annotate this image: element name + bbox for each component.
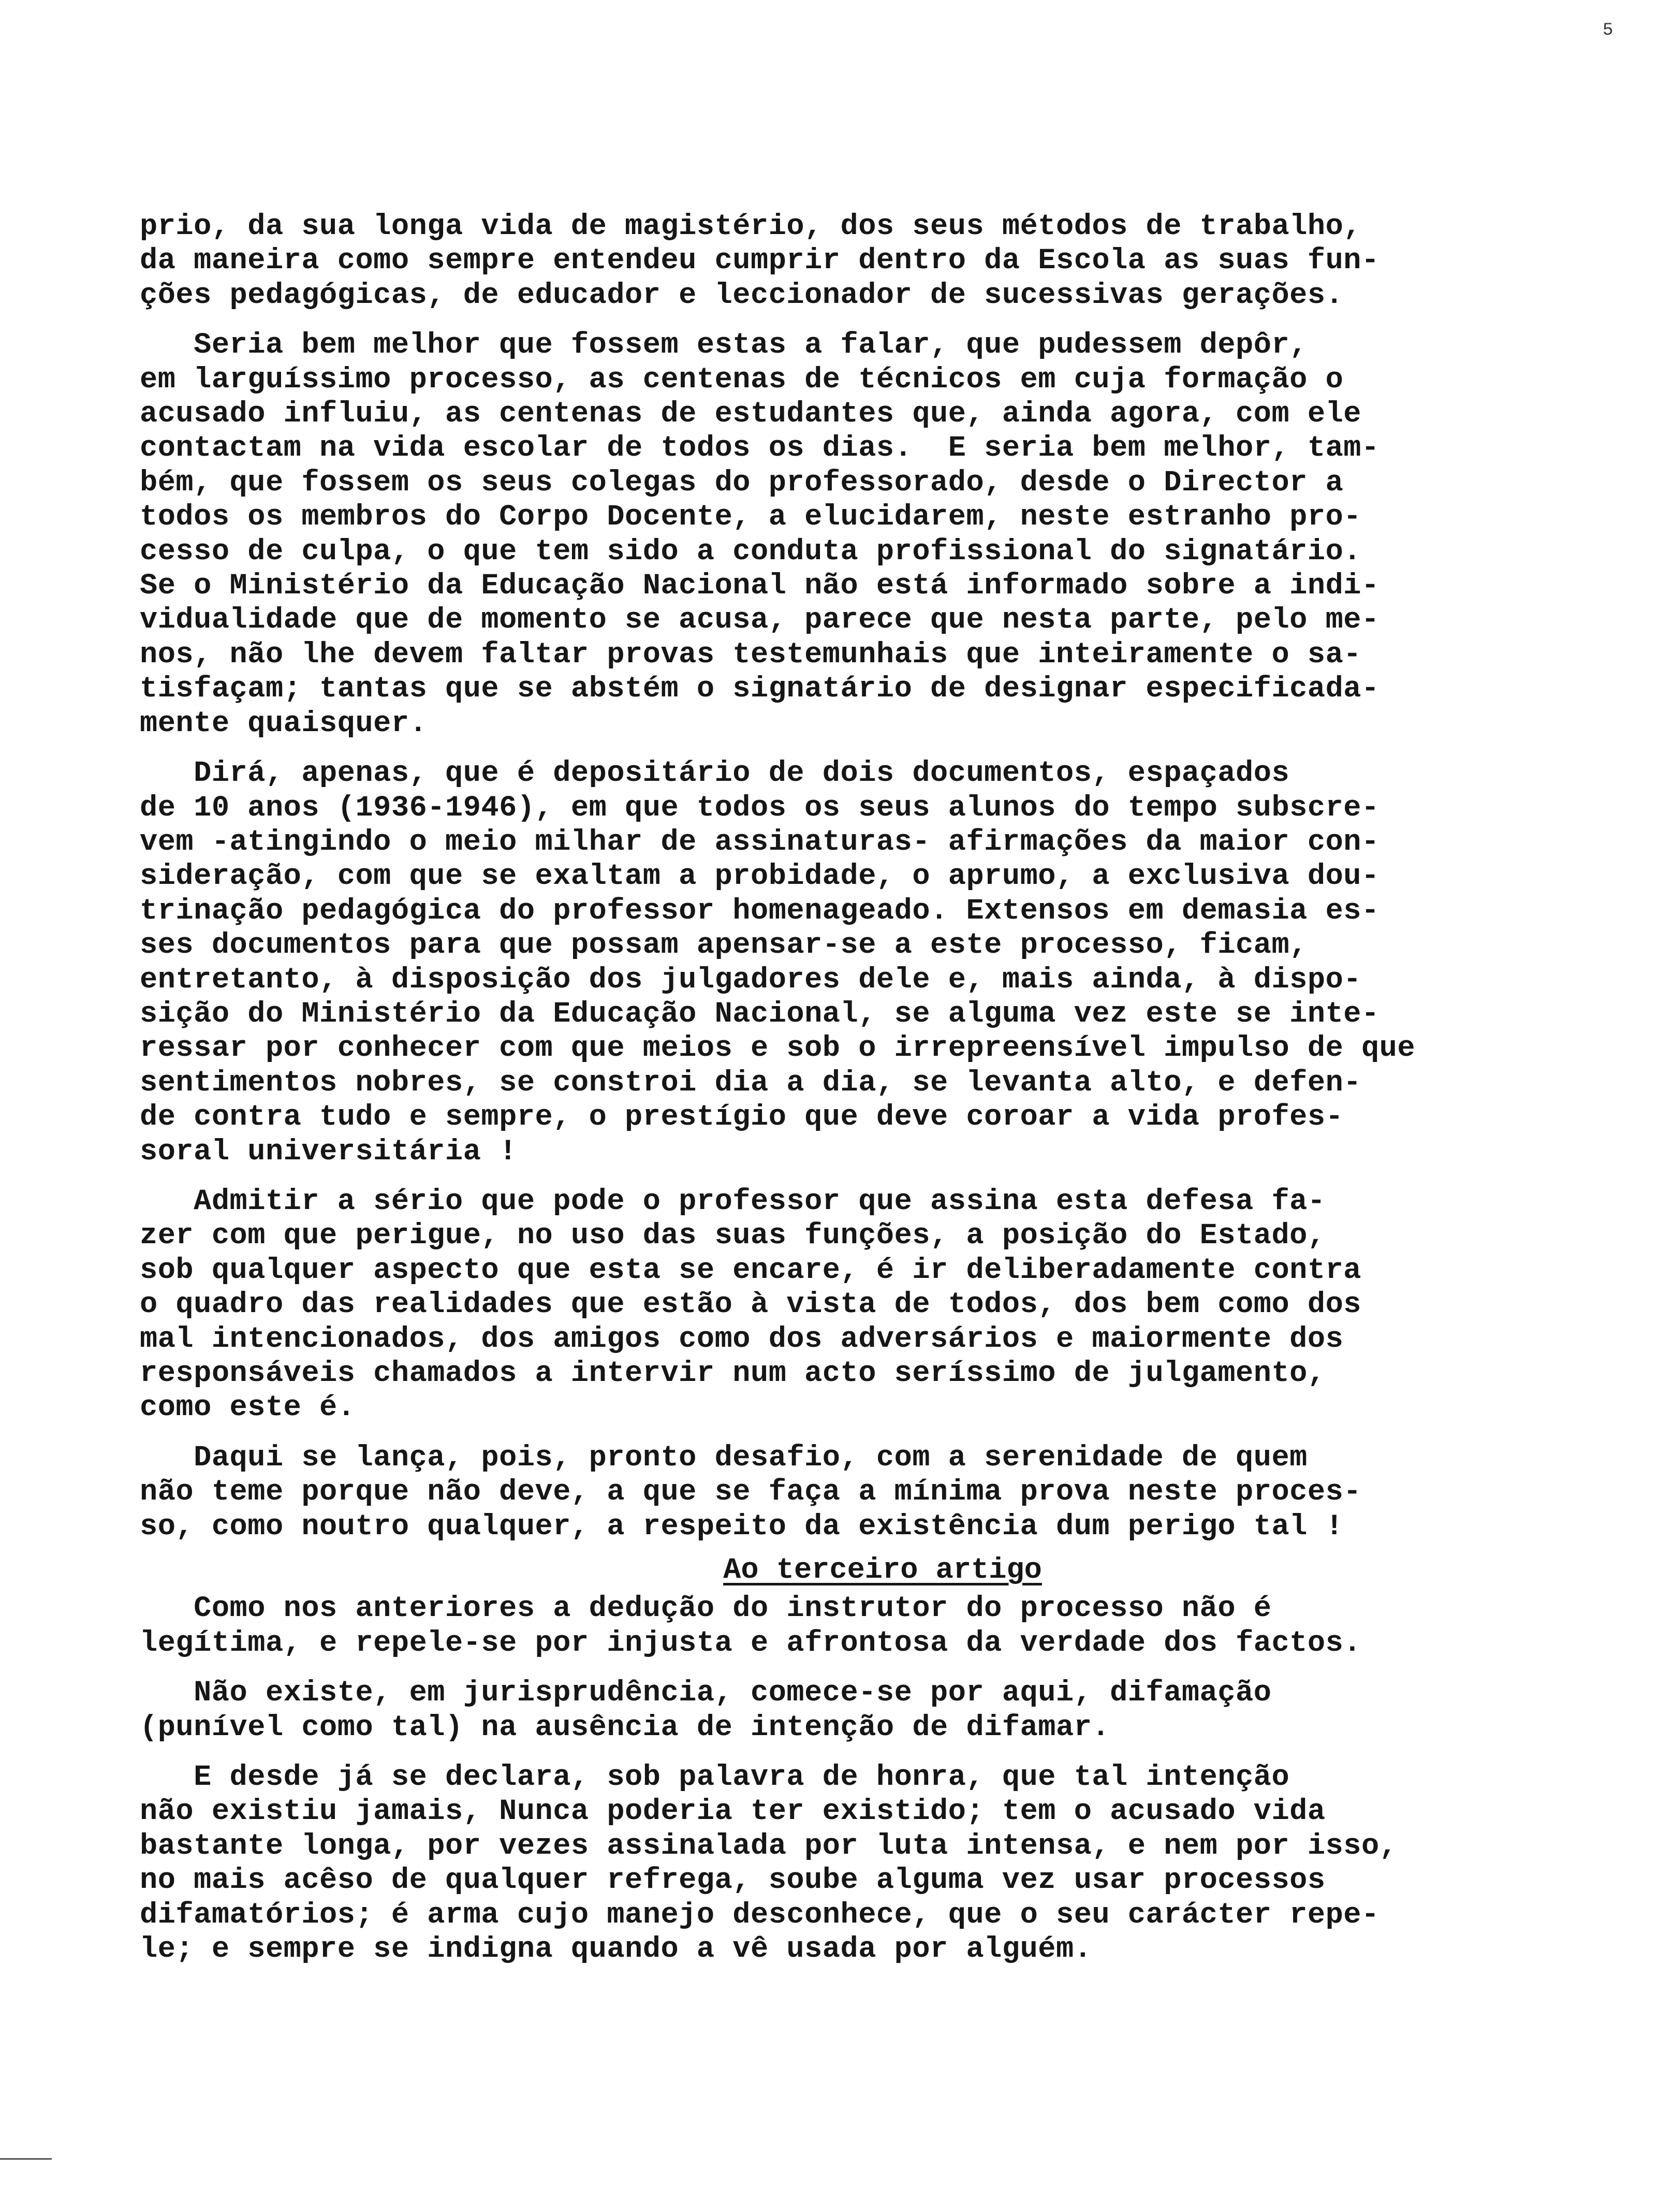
text-line: da maneira como sempre entendeu cumprir dentro da Escola as suas fun- — [140, 244, 1380, 278]
text-line: acusado influiu, as centenas de estudantes que, ainda agora, com ele — [140, 398, 1361, 431]
text-line: nos, não lhe devem faltar provas testemunhais que inteiramente o sa- — [140, 638, 1361, 672]
text-line: ses documentos para que possam apensar-se a este processo, ficam, — [140, 929, 1308, 963]
text-line: ressar por conhecer com que meios e sob o irrepreensível impulso de que — [140, 1032, 1416, 1066]
text-line: ções pedagógicas, de educador e leccionador de sucessivas gerações. — [140, 279, 1344, 312]
text-line: Dirá, apenas, que é depositário de dois documentos, espaçados — [140, 757, 1290, 791]
text-line: como este é. — [140, 1391, 356, 1425]
paragraph-7 — [140, 1676, 1625, 1745]
text-line: vem -atingindo o meio milhar de assinaturas- afirmações da maior con- — [140, 825, 1380, 859]
text-line: bastante longa, por vezes assinalada por luta intensa, e nem por isso, — [140, 1829, 1398, 1863]
text-line: sob qualquer aspecto que esta se encare, é ir deliberadamente contra — [140, 1254, 1361, 1287]
text-line: Daqui se lança, pois, pronto desafio, com a serenidade de quem — [140, 1441, 1308, 1475]
paragraph-6 — [140, 1592, 1625, 1661]
text-line: não existiu jamais, Nunca poderia ter existido; tem o acusado vida — [140, 1795, 1326, 1829]
text-line: difamatórios; é arma cujo manejo desconhece, que o seu carácter repe- — [140, 1898, 1380, 1932]
text-line: contactam na vida escolar de todos os dias. E seria bem melhor, tam- — [140, 432, 1380, 465]
text-line: mente quaisquer. — [140, 707, 428, 740]
text-line: sição do Ministério da Educação Nacional, se alguma vez este se inte- — [140, 997, 1380, 1031]
text-line: entretanto, à disposição dos julgadores dele e, mais ainda, à dispo- — [140, 963, 1361, 997]
text-line: Seria bem melhor que fossem estas a falar, que pudessem depôr, — [140, 329, 1308, 362]
paragraph-5 — [140, 1441, 1625, 1544]
page-number: 5 — [1603, 21, 1613, 40]
text-line: Admitir a sério que pode o professor que assina esta defesa fa- — [140, 1185, 1326, 1218]
text-line: cesso de culpa, o que tem sido a conduta profissional do signatário. — [140, 535, 1361, 569]
text-line: sideração, com que se exaltam a probidade, o aprumo, a exclusiva dou- — [140, 860, 1380, 894]
text-line: de 10 anos (1936-1946), em que todos os seus alunos do tempo subscre- — [140, 791, 1380, 825]
document-body — [140, 210, 1625, 1967]
text-line: E desde já se declara, sob palavra de honra, que tal intenção — [140, 1761, 1290, 1795]
paragraph-3 — [140, 756, 1625, 1169]
text-line: mal intencionados, dos amigos como dos adversários e maiormente dos — [140, 1322, 1344, 1356]
paragraph-2 — [140, 328, 1625, 741]
text-line: em larguíssimo processo, as centenas de técnicos em cuja formação o — [140, 363, 1344, 397]
text-line: bém, que fossem os seus colegas do professorado, desde o Director a — [140, 466, 1344, 500]
text-line: (punível como tal) na ausência de intenção de difamar. — [140, 1711, 1110, 1744]
text-line: vidualidade que de momento se acusa, parece que nesta parte, pelo me- — [140, 604, 1380, 637]
text-line: Não existe, em jurisprudência, comece-se por aqui, difamação — [140, 1677, 1272, 1710]
text-line: Como nos anteriores a dedução do instrutor do processo não é — [140, 1592, 1272, 1626]
text-line: no mais acêso de qualquer refrega, soube alguma vez usar processos — [140, 1864, 1326, 1898]
text-line: não teme porque não deve, a que se faça a mínima prova neste proces- — [140, 1476, 1361, 1509]
paragraph-4 — [140, 1185, 1625, 1425]
text-line: o quadro das realidades que estão à vista de todos, dos bem como dos — [140, 1288, 1361, 1322]
text-line: prio, da sua longa vida de magistério, dos seus métodos de trabalho, — [140, 210, 1361, 243]
paragraph-8 — [140, 1760, 1625, 1967]
margin-mark — [0, 2158, 52, 2160]
text-line: zer com que perigue, no uso das suas funções, a posição do Estado, — [140, 1219, 1326, 1253]
text-line: legítima, e repele-se por injusta e afrontosa da verdade dos factos. — [140, 1626, 1361, 1660]
text-line: so, como noutro qualquer, a respeito da existência dum perigo tal ! — [140, 1510, 1344, 1544]
section-heading-text: Ao terceiro artigo — [723, 1554, 1042, 1588]
text-line: soral universitária ! — [140, 1135, 517, 1169]
text-line: responsáveis chamados a intervir num acto seríssimo de julgamento, — [140, 1357, 1326, 1390]
text-line: Se o Ministério da Educação Nacional não está informado sobre a indi- — [140, 570, 1380, 603]
section-heading — [140, 1553, 1625, 1588]
text-line: trinação pedagógica do professor homenageado. Extensos em demasia es- — [140, 894, 1380, 928]
text-line: de contra tudo e sempre, o prestígio que deve coroar a vida profes- — [140, 1101, 1344, 1134]
paragraph-1 — [140, 210, 1625, 313]
text-line: todos os membros do Corpo Docente, a elucidarem, neste estranho pro- — [140, 501, 1361, 534]
text-line: le; e sempre se indigna quando a vê usada por alguém. — [140, 1933, 1092, 1967]
text-line: tisfaçam; tantas que se abstém o signatário de designar especificada- — [140, 673, 1380, 706]
text-line: sentimentos nobres, se constroi dia a dia, se levanta alto, e defen- — [140, 1066, 1361, 1100]
